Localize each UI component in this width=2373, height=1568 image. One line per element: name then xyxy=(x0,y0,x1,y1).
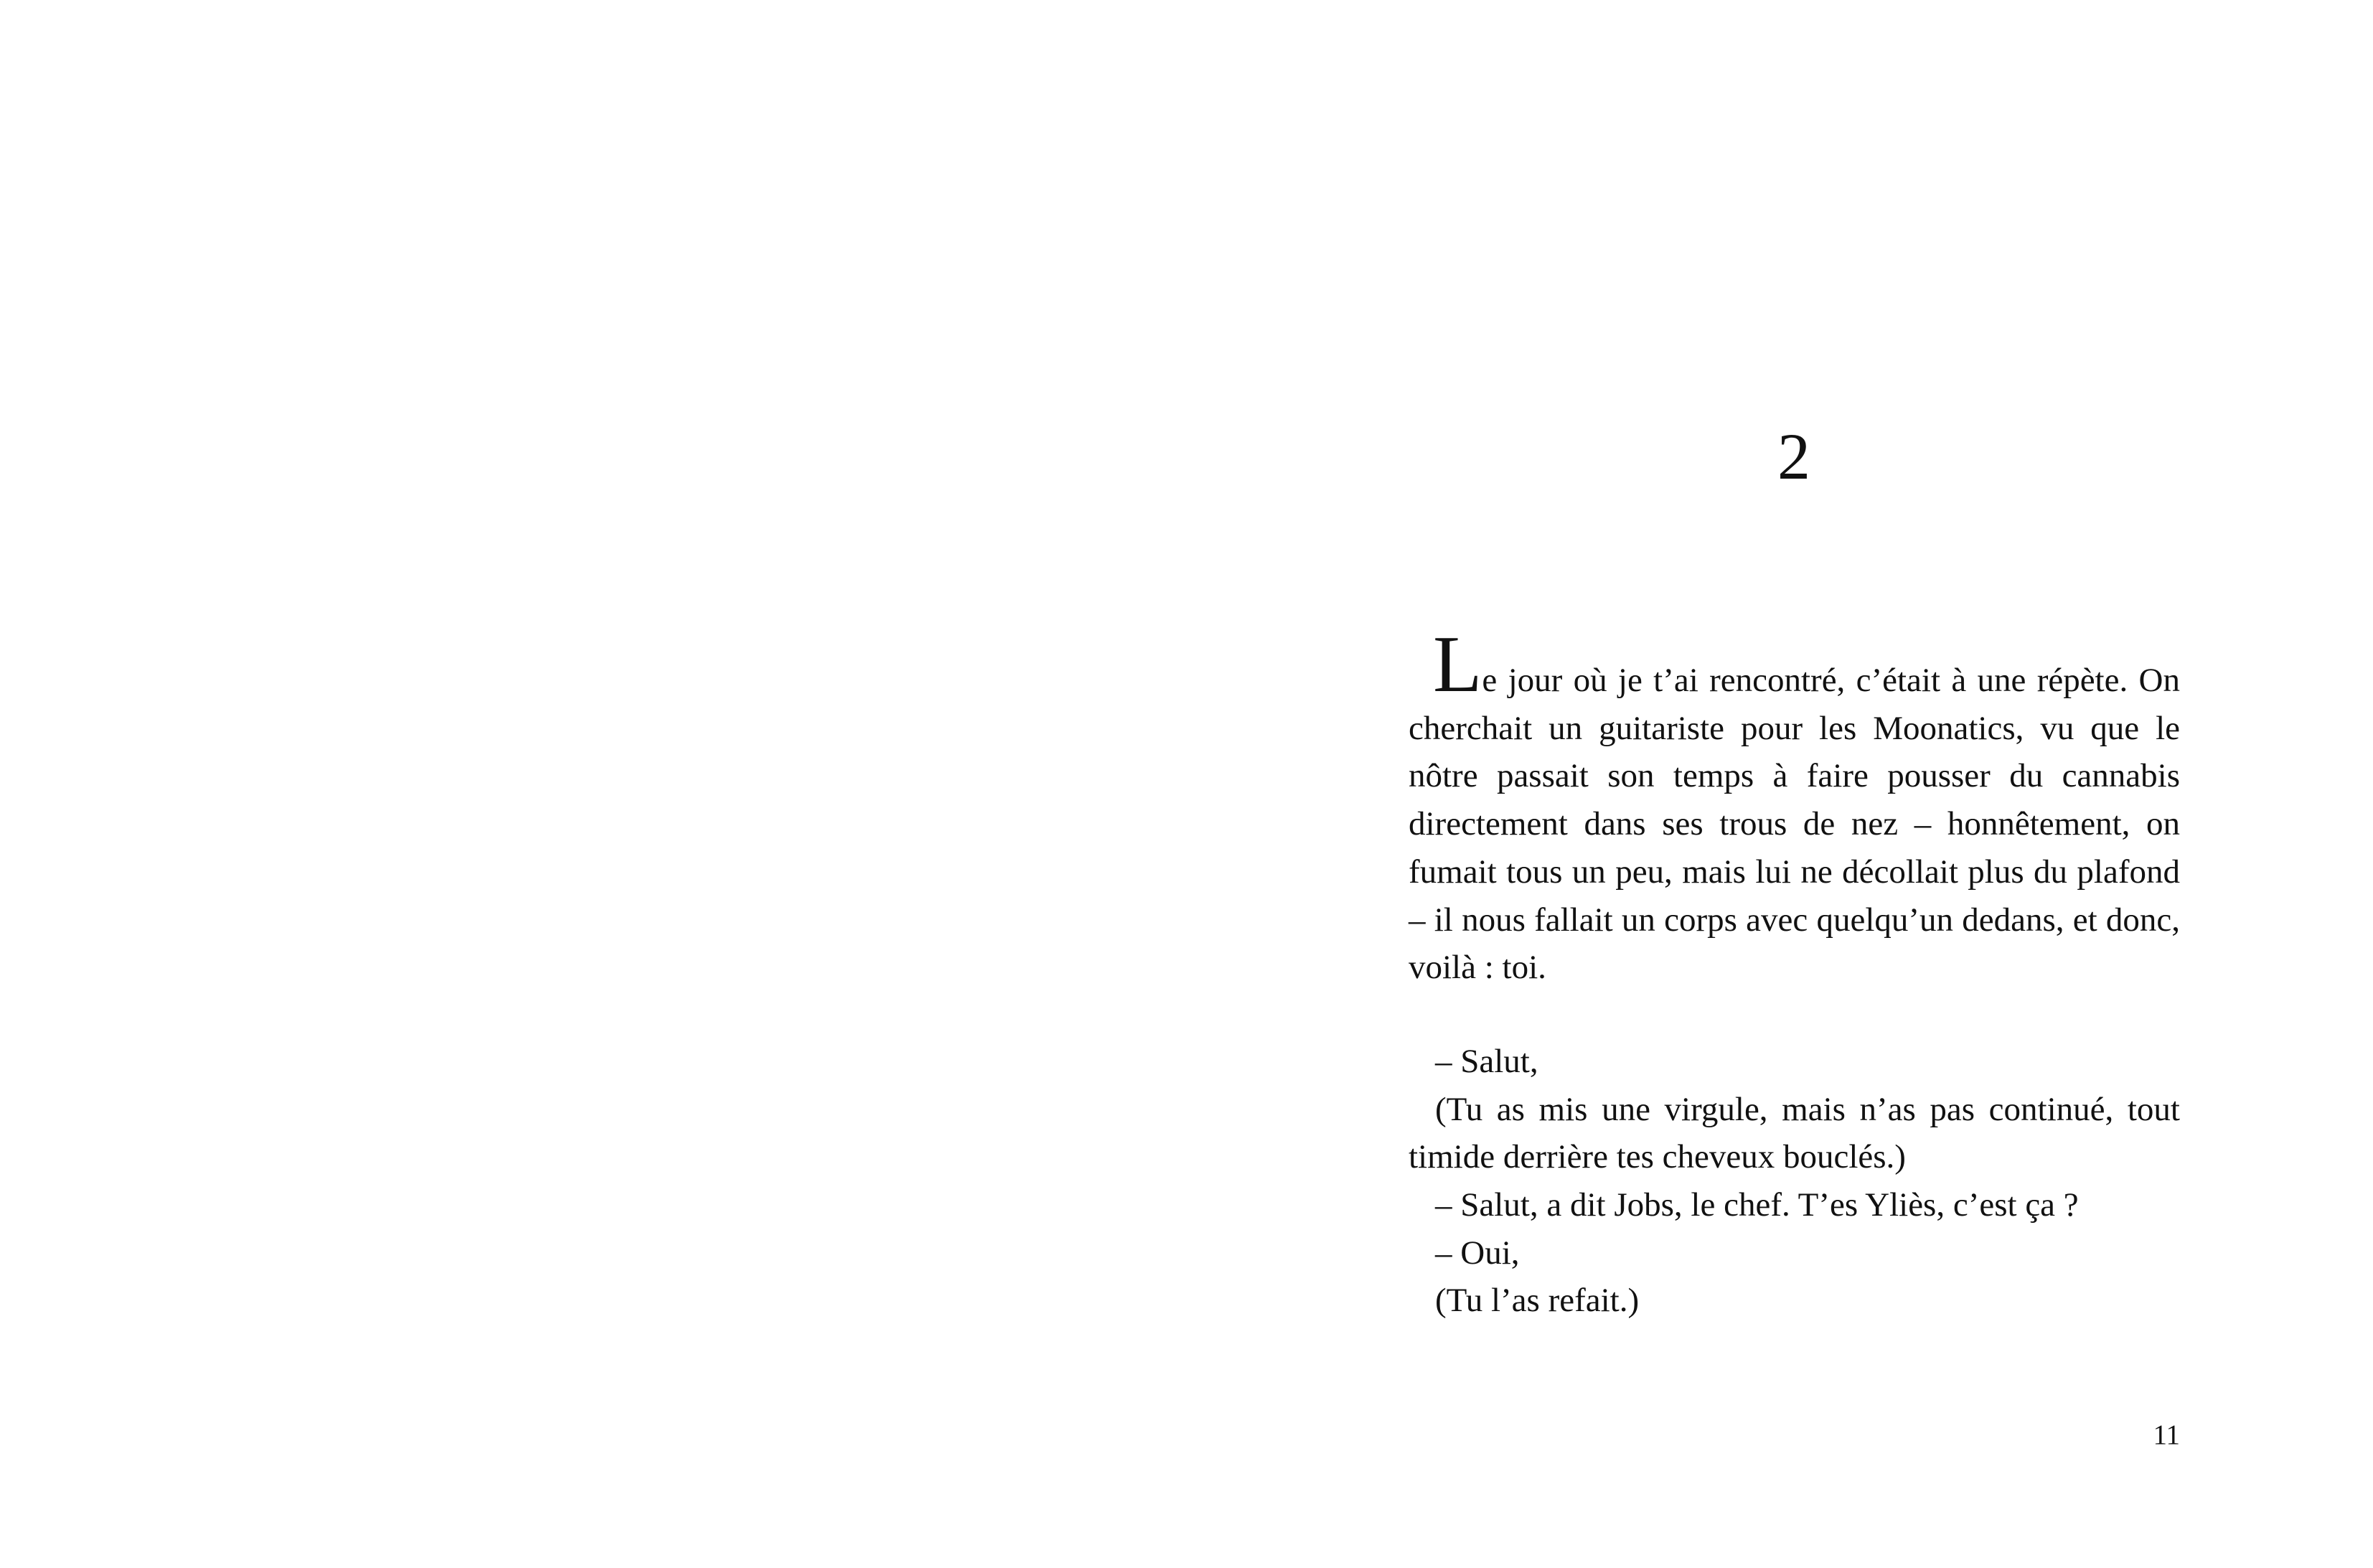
dialogue-line-1: – Salut, xyxy=(1435,1042,1538,1080)
opening-paragraph xyxy=(1409,620,2180,992)
drop-cap: L xyxy=(1433,620,1482,709)
page-number: 11 xyxy=(2153,1419,2180,1450)
paragraph-gap xyxy=(1409,992,2180,1038)
dialogue-line-5: (Tu l’as refait.) xyxy=(1435,1282,1640,1320)
dialogue-line-2: (Tu as mis une virgule, mais n’as pas continué, tout timide derrière tes cheveux bouclés.) xyxy=(1409,1090,2180,1176)
left-page xyxy=(0,0,1186,1568)
chapter-text xyxy=(1409,620,2180,1325)
chapter-number: 2 xyxy=(1777,420,1810,493)
opening-paragraph-text: e jour où je t’ai rencontré, c’était à une répète. On cherchait un guitariste pour les Moonatics, vu que le nôtre passait son temps à faire pousser du cannabis directement dans ses trous de nez – honnêtement, on fumait tous un peu, mais lui ne décollait plus du plafond – il nous fallait un corps avec quelqu’un dedans, et donc, voilà : toi. xyxy=(1409,662,2180,987)
dialogue-line-3: – Salut, a dit Jobs, le chef. T’es Yliès, c’est ça ? xyxy=(1435,1186,2079,1224)
dialogue-line-4: – Oui, xyxy=(1435,1234,1520,1272)
